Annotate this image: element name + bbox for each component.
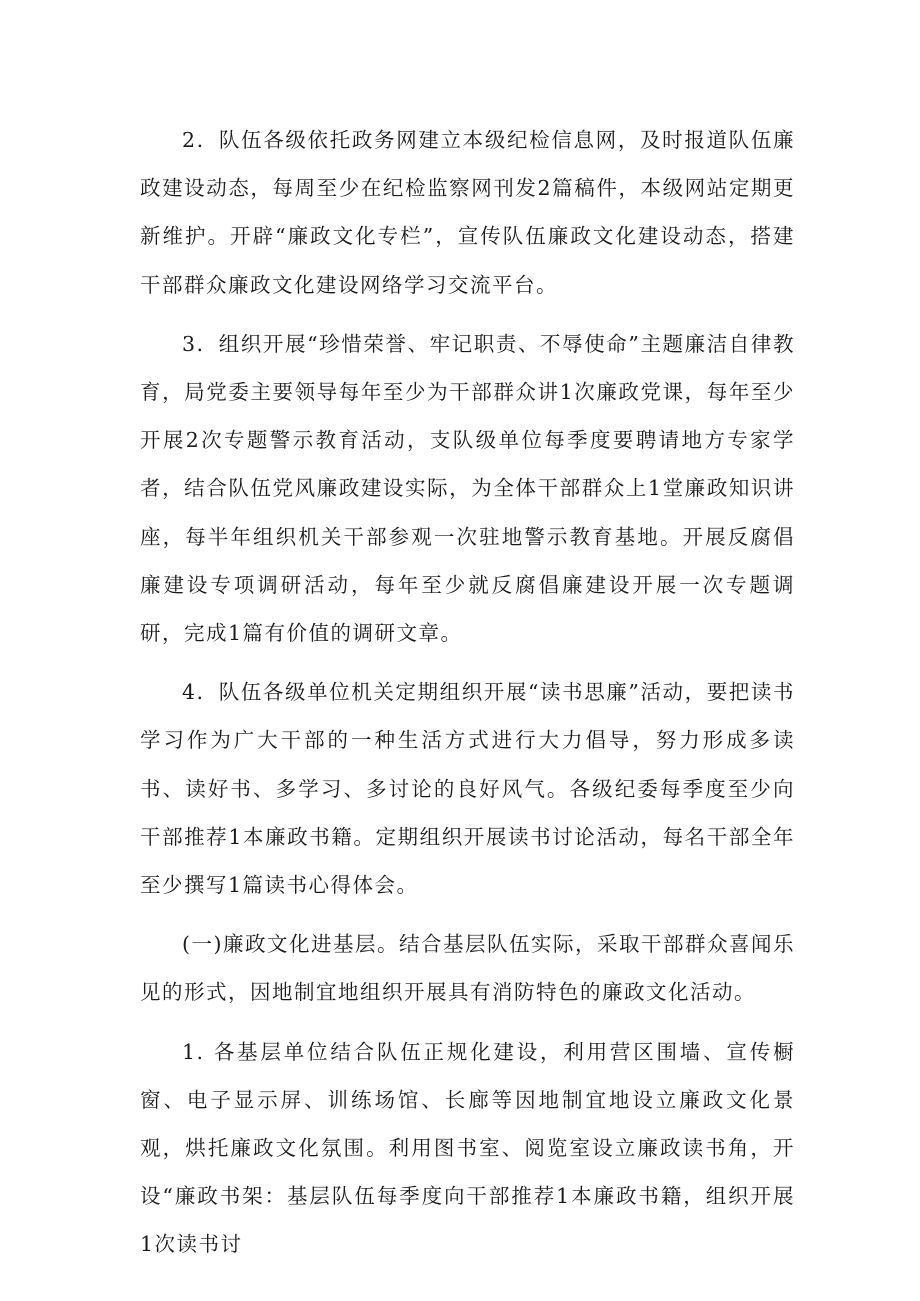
document-body [140, 116, 795, 1280]
paragraph-item-4: 4．队伍各级单位机关定期组织开展“读书思廉”活动，要把读书学习作为广大干部的一种生活方式进行大力倡导，努力形成多读书、读好书、多学习、多讨论的良好风气。各级纪委每季度至少向干部推荐1本廉政书籍。定期组织开展读书讨论活动，每名干部全年至少撰写1篇读书心得体会。 [140, 680, 795, 898]
section-heading-paragraph: (一)廉政文化进基层。结合基层队伍实际，采取干部群众喜闻乐见的形式，因地制宜地组织开展具有消防特色的廉政文化活动。 [140, 932, 795, 1005]
paragraph-item-1: 1. 各基层单位结合队伍正规化建设，利用营区围墙、宣传橱窗、电子显示屏、训练场馆、长廊等因地制宜地设立廉政文化景观，烘托廉政文化氛围。利用图书室、阅览室设立廉政读书角，开设“廉政书架：基层队伍每季度向干部推荐1本廉政书籍，组织开展1次读书讨 [140, 1039, 795, 1257]
paragraph-item-2: 2．队伍各级依托政务网建立本级纪检信息网，及时报道队伍廉政建设动态，每周至少在纪检监察网刊发2篇稿件，本级网站定期更新维护。开辟“廉政文化专栏”，宣传队伍廉政文化建设动态，搭建干部群众廉政文化建设网络学习交流平台。 [140, 128, 795, 297]
paragraph-item-3: 3．组织开展“珍惜荣誉、牢记职责、不辱使命”主题廉洁自律教育，局党委主要领导每年至少为干部群众讲1次廉政党课，每年至少开展2次专题警示教育活动，支队级单位每季度要聘请地方专家学者，结合队伍党风廉政建设实际，为全体干部群众上1堂廉政知识讲座，每半年组织机关干部参观一次驻地警示教育基地。开展反腐倡廉建设专项调研活动，每年至少就反腐倡廉建设开展一次专题调研，完成1篇有价值的调研文章。 [140, 331, 795, 646]
